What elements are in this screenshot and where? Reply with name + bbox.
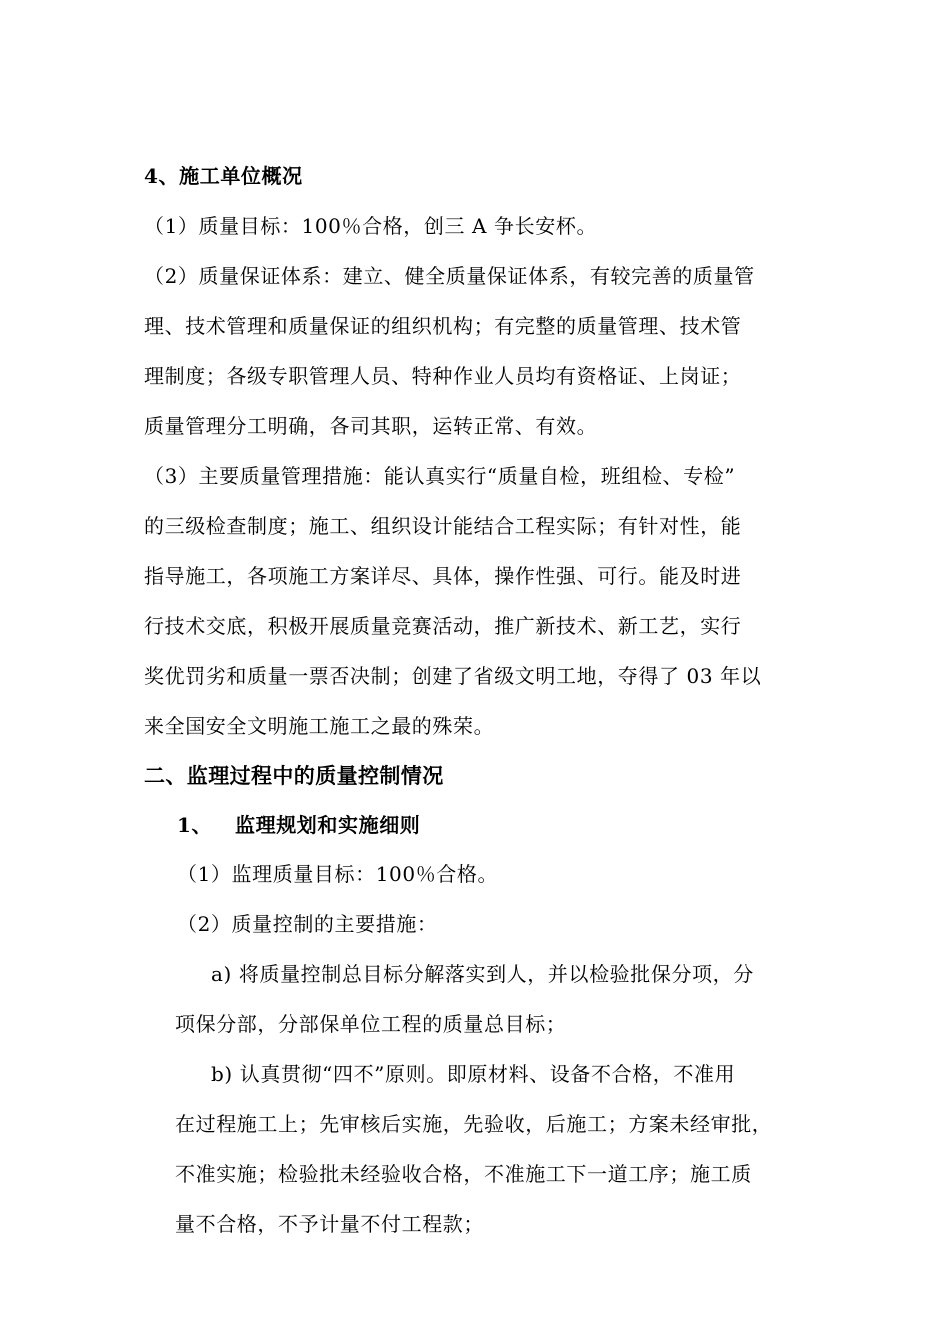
list-item-b-line: b) 认真贯彻“四不”原则。即原材料、设备不合格，不准用 xyxy=(211,1062,736,1086)
paragraph-line: 理制度；各级专职管理人员、特种作业人员均有资格证、上岗证； xyxy=(144,364,742,388)
list-item-b-line: 在过程施工上；先审核后实施，先验收，后施工；方案未经审批， xyxy=(175,1112,773,1136)
section-2-heading: 二、监理过程中的质量控制情况 xyxy=(144,763,444,788)
list-item-a-line: 项保分部，分部保单位工程的质量总目标； xyxy=(175,1012,567,1036)
paragraph-line: 质量管理分工明确，各司其职，运转正常、有效。 xyxy=(144,414,598,438)
paragraph-line: （3）主要质量管理措施：能认真实行“质量自检，班组检、专检” xyxy=(144,464,736,488)
paragraph-line: 指导施工，各项施工方案详尽、具体，操作性强、可行。能及时进 xyxy=(144,564,742,588)
list-item-a-line: a) 将质量控制总目标分解落实到人，并以检验批保分项，分 xyxy=(211,962,754,986)
paragraph-line: （1）质量目标：100％合格，创三 A 争长安杯。 xyxy=(144,214,598,238)
paragraph-line: （2）质量控制的主要措施： xyxy=(177,912,438,936)
subsection-1-heading xyxy=(177,811,420,839)
subsection-title: 监理规划和实施细则 xyxy=(235,813,421,837)
paragraph-line: （2）质量保证体系：建立、健全质量保证体系，有较完善的质量管 xyxy=(144,264,755,288)
list-item-b-line: 不准实施；检验批未经验收合格，不准施工下一道工序；施工质 xyxy=(175,1162,752,1186)
list-item-b-line: 量不合格，不予计量不付工程款； xyxy=(175,1212,484,1236)
paragraph-line: 来全国安全文明施工施工之最的殊荣。 xyxy=(144,714,495,738)
paragraph-line: 的三级检查制度；施工、组织设计能结合工程实际；有针对性，能 xyxy=(144,514,742,538)
paragraph-line: 行技术交底，积极开展质量竞赛活动，推广新技术、新工艺，实行 xyxy=(144,614,742,638)
paragraph-line: （1）监理质量目标：100％合格。 xyxy=(177,862,499,886)
paragraph-line: 奖优罚劣和质量一票否决制；创建了省级文明工地，夺得了 03 年以 xyxy=(144,664,762,688)
section-4-heading: 4、施工单位概况 xyxy=(144,164,303,188)
paragraph-line: 理、技术管理和质量保证的组织机构；有完整的质量管理、技术管 xyxy=(144,314,742,338)
subsection-number: 1、 xyxy=(177,813,213,837)
